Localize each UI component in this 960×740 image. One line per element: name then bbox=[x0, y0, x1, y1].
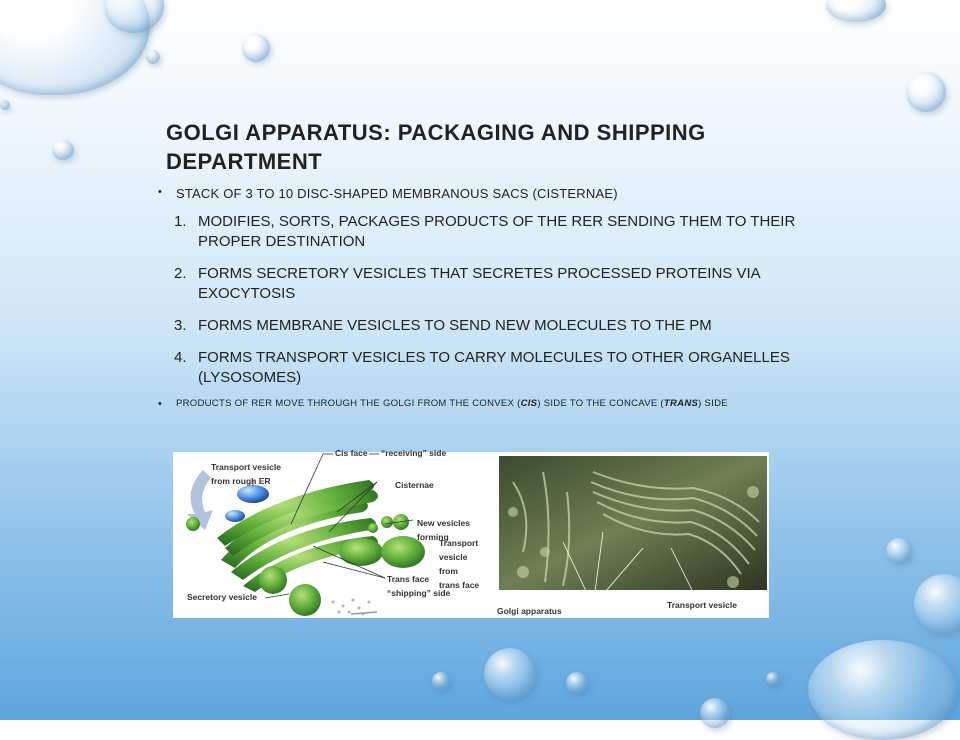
water-drop-decoration bbox=[146, 50, 160, 64]
label-text: from bbox=[439, 566, 458, 576]
label-text: New vesicles bbox=[417, 518, 470, 528]
list-text: FORMS MEMBRANE VESICLES TO SEND NEW MOLECULES TO THE PM bbox=[198, 317, 712, 334]
list-number: 2. bbox=[174, 265, 187, 282]
label-text: forming bbox=[417, 532, 449, 542]
water-drop-decoration bbox=[52, 140, 74, 160]
list-text: FORMS SECRETORY VESICLES THAT SECRETES PROCESSED PROTEINS VIA EXOCYTOSIS bbox=[198, 265, 760, 302]
label-text: Secretory vesicle bbox=[187, 592, 257, 602]
label-text: Trans face bbox=[387, 574, 430, 584]
water-drop-decoration bbox=[432, 672, 450, 690]
trans-face-label bbox=[387, 574, 450, 599]
bullet-dot: • bbox=[158, 186, 162, 198]
water-drop-decoration bbox=[826, 0, 886, 22]
label-text: Cis face bbox=[335, 448, 368, 458]
title-line-2: DEPARTMENT bbox=[166, 149, 323, 174]
water-drop-decoration bbox=[700, 698, 730, 728]
list-item bbox=[174, 348, 814, 388]
numbered-list bbox=[174, 212, 814, 400]
list-text: FORMS TRANSPORT VESICLES TO CARRY MOLECULES TO OTHER ORGANELLES (LYSOSOMES) bbox=[198, 349, 790, 386]
micrograph-image bbox=[499, 456, 767, 590]
label-text: Cisternae bbox=[395, 480, 434, 490]
water-drop-decoration bbox=[0, 100, 10, 110]
label-text: Golgi apparatus bbox=[497, 606, 562, 616]
label-text: Transport bbox=[439, 538, 479, 548]
slide-title bbox=[166, 118, 826, 176]
bullet-text-part: ) SIDE bbox=[698, 398, 728, 409]
bullet-dot: • bbox=[158, 398, 162, 410]
cis-face-label bbox=[335, 448, 368, 459]
water-drop-decoration bbox=[886, 538, 912, 564]
bullet-text-part: PRODUCTS OF RER MOVE THROUGH THE GOLGI FROM THE CONVEX ( bbox=[176, 398, 521, 409]
list-item bbox=[174, 316, 814, 336]
label-text: “shipping” side bbox=[387, 588, 451, 598]
label-text: vesicle bbox=[439, 552, 468, 562]
golgi-apparatus-label bbox=[497, 606, 562, 617]
label-text: Transport vesicle bbox=[211, 462, 281, 472]
list-number: 1. bbox=[174, 213, 187, 230]
label-text: from rough ER bbox=[211, 476, 271, 486]
water-drop-decoration bbox=[242, 34, 270, 62]
list-item bbox=[174, 212, 814, 252]
bullet-text-part: ) SIDE TO THE CONCAVE ( bbox=[537, 398, 664, 409]
transport-vesicle-er-label bbox=[211, 462, 281, 487]
list-number: 4. bbox=[174, 349, 187, 366]
label-text: trans face bbox=[439, 580, 480, 590]
water-drop-decoration bbox=[766, 672, 780, 686]
water-drop-decoration bbox=[808, 640, 958, 740]
bullet-text bbox=[176, 398, 728, 409]
water-drop-decoration bbox=[484, 648, 536, 700]
label-text: Transport vesicle bbox=[667, 600, 737, 610]
list-text: MODIFIES, SORTS, PACKAGES PRODUCTS OF THE RER SENDING THEM TO THEIR PROPER DESTINATION bbox=[198, 213, 796, 250]
label-text: “receiving” side bbox=[381, 448, 447, 458]
title-line-1: GOLGI APPARATUS: PACKAGING AND SHIPPING bbox=[166, 120, 706, 145]
water-drop-decoration bbox=[906, 72, 946, 112]
trans-term: TRANS bbox=[663, 398, 699, 409]
list-number: 3. bbox=[174, 317, 187, 334]
receiving-side-label bbox=[381, 448, 446, 459]
secretory-vesicle-label bbox=[187, 592, 257, 603]
bullet-text: STACK OF 3 TO 10 DISC-SHAPED MEMBRANOUS SACS (CISTERNAE) bbox=[176, 186, 618, 201]
water-drop-decoration bbox=[566, 672, 588, 694]
list-item bbox=[174, 264, 814, 304]
transport-vesicle-micrograph-label bbox=[667, 600, 737, 611]
golgi-figure bbox=[173, 448, 769, 618]
water-drop-decoration bbox=[914, 574, 960, 634]
cis-term: CIS bbox=[520, 398, 538, 409]
cisternae-label bbox=[395, 480, 434, 491]
